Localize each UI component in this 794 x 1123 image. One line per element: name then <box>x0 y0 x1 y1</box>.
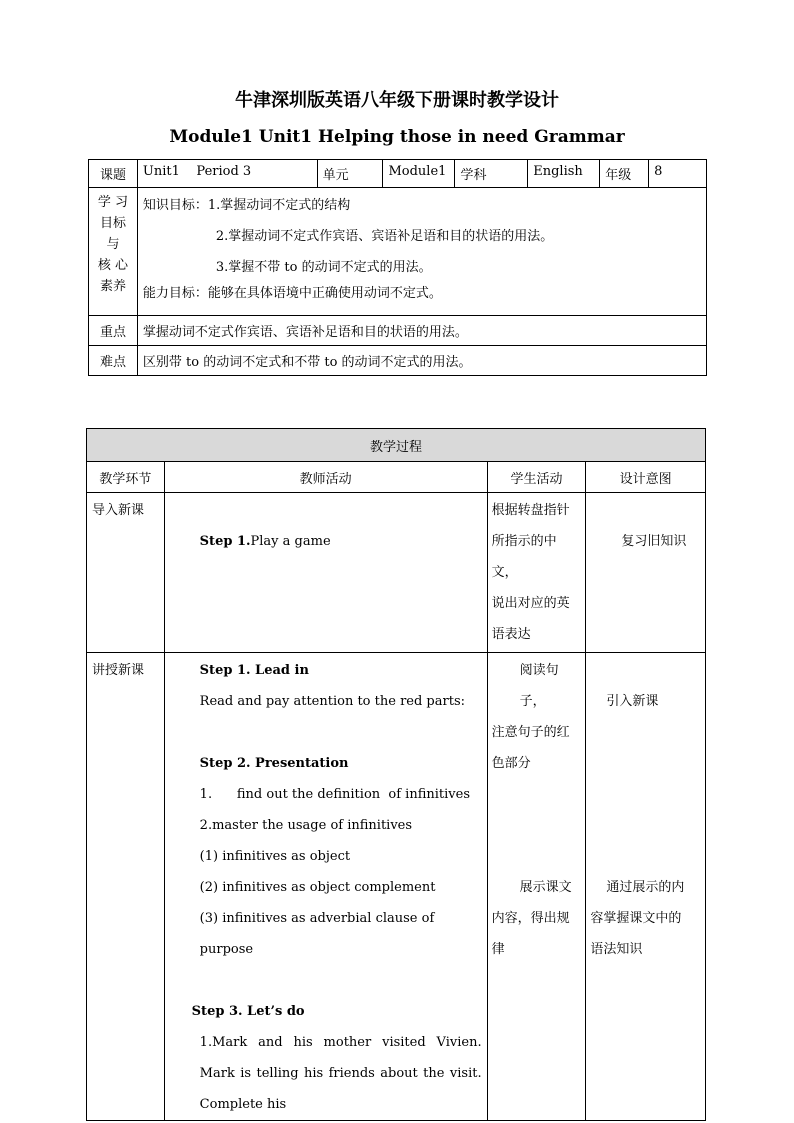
key-value: 掌握动词不定式作宾语、宾语补足语和目的状语的用法。 <box>137 316 706 346</box>
knowledge-goal-2: 2.掌握动词不定式作宾语、宾语补足语和目的状语的用法。 <box>215 229 554 244</box>
knowledge-label: 知识目标： <box>142 198 208 213</box>
knowledge-goal-1 <box>143 190 701 221</box>
step3-text: 1.Mark and his mother visited Vivien. Mark is telling his friends about the visit. Complete his <box>199 1035 482 1112</box>
column-header: 教学环节 <box>87 462 165 493</box>
step1-title: Step 1. Lead in <box>199 663 309 678</box>
lesson-info-table <box>88 159 707 376</box>
blank-line <box>492 810 582 841</box>
blank-line <box>200 717 482 748</box>
subject-value: English <box>528 160 600 188</box>
student-line: 色部分 <box>491 756 531 771</box>
difficulty-label: 难点 <box>89 346 138 376</box>
step1-text: Read and pay attention to the red parts: <box>199 694 465 709</box>
knowledge-goal-3: 3.掌握不带 to 的动词不定式的用法。 <box>215 260 432 275</box>
blank-line <box>492 841 582 872</box>
difficulty-value: 区别带 to 的动词不定式和不带 to 的动词不定式的用法。 <box>137 346 706 376</box>
grade-label: 年级 <box>600 160 649 188</box>
page-title: 牛津深圳版英语八年级下册课时教学设计 <box>235 90 559 111</box>
blank-line <box>492 779 582 810</box>
intent-intro: 复习旧知识 <box>586 493 706 653</box>
blank-line <box>200 965 482 996</box>
goals-row <box>89 188 707 316</box>
student-activity-intro <box>487 493 586 653</box>
blank-line <box>590 717 701 748</box>
unit-label: 单元 <box>317 160 383 188</box>
blank-line <box>590 841 701 872</box>
teaching-process-table <box>86 428 706 1121</box>
blank-line <box>590 810 701 841</box>
student-line: 所指示的中文， <box>491 534 557 580</box>
intent-line: 容掌握课文中的 <box>590 911 682 926</box>
key-point-row <box>89 316 707 346</box>
step3-title: Step 3. Let’s do <box>191 1004 305 1019</box>
info-row <box>89 160 707 188</box>
student-line: 说出对应的英 <box>491 596 570 611</box>
blank-line <box>590 748 701 779</box>
teacher-activity-teach <box>164 653 487 1121</box>
student-line: 阅读句子， <box>519 663 559 709</box>
student-line: 注意句子的红 <box>491 725 570 740</box>
difficulty-row <box>89 346 707 376</box>
student-line: 语表达 <box>491 627 531 642</box>
column-header: 学生活动 <box>487 462 586 493</box>
student-line: 根据转盘指针 <box>491 503 570 518</box>
process-header: 教学过程 <box>87 429 706 462</box>
intent-line: 引入新课 <box>606 694 659 709</box>
stage-teach: 讲授新课 <box>87 653 165 1121</box>
step2-item-2: 2.master the usage of infinitives <box>199 818 413 833</box>
blank-line <box>590 779 701 810</box>
step2-item-2a: (1) infinitives as object <box>199 849 351 864</box>
page-subtitle: Module1 Unit1 Helping those in need Grammar <box>169 127 625 147</box>
goals-label-line: 核 心 <box>97 258 129 273</box>
goals-label-line: 素养 <box>99 279 126 294</box>
step2-item-2b: (2) infinitives as object complement <box>199 880 436 895</box>
student-line: 内容，得出规 <box>491 911 570 926</box>
ability-goal: 能力目标：能够在具体语境中正确使用动词不定式。 <box>142 286 442 301</box>
blank-line <box>590 655 701 686</box>
intent-line: 通过展示的内 <box>606 880 685 895</box>
goals-label-line: 与 <box>106 237 120 252</box>
knowledge-item: 1.掌握动词不定式的结构 <box>207 198 351 213</box>
grade-value: 8 <box>649 160 707 188</box>
step-label: Step 1. <box>199 534 251 549</box>
stage-intro: 导入新课 <box>87 493 165 653</box>
goals-label <box>89 188 138 316</box>
key-label: 重点 <box>89 316 138 346</box>
column-header: 设计意图 <box>586 462 706 493</box>
goals-label-line: 学 习 <box>97 195 129 210</box>
student-activity-teach <box>487 653 586 1121</box>
unit-value: Module1 <box>383 160 455 188</box>
subject-label: 学科 <box>455 160 528 188</box>
student-line: 展示课文 <box>519 880 572 895</box>
topic-label: 课题 <box>89 160 138 188</box>
teacher-activity-intro <box>164 493 487 653</box>
step2-item-1: 1. find out the definition of infinitives <box>199 787 470 802</box>
intro-row <box>87 493 706 653</box>
teach-row <box>87 653 706 1121</box>
step-text: Play a game <box>250 534 331 549</box>
column-header-row <box>87 462 706 493</box>
step2-item-2c: (3) infinitives as adverbial clause of purpose <box>199 911 435 957</box>
intent-teach <box>586 653 706 1121</box>
goals-content <box>137 188 706 316</box>
goals-label-line: 目标 <box>99 216 126 231</box>
column-header: 教师活动 <box>164 462 487 493</box>
topic-value: Unit1 Period 3 <box>137 160 317 188</box>
intent-line: 语法知识 <box>590 942 643 957</box>
step2-title: Step 2. Presentation <box>199 756 349 771</box>
student-line: 律 <box>491 942 505 957</box>
